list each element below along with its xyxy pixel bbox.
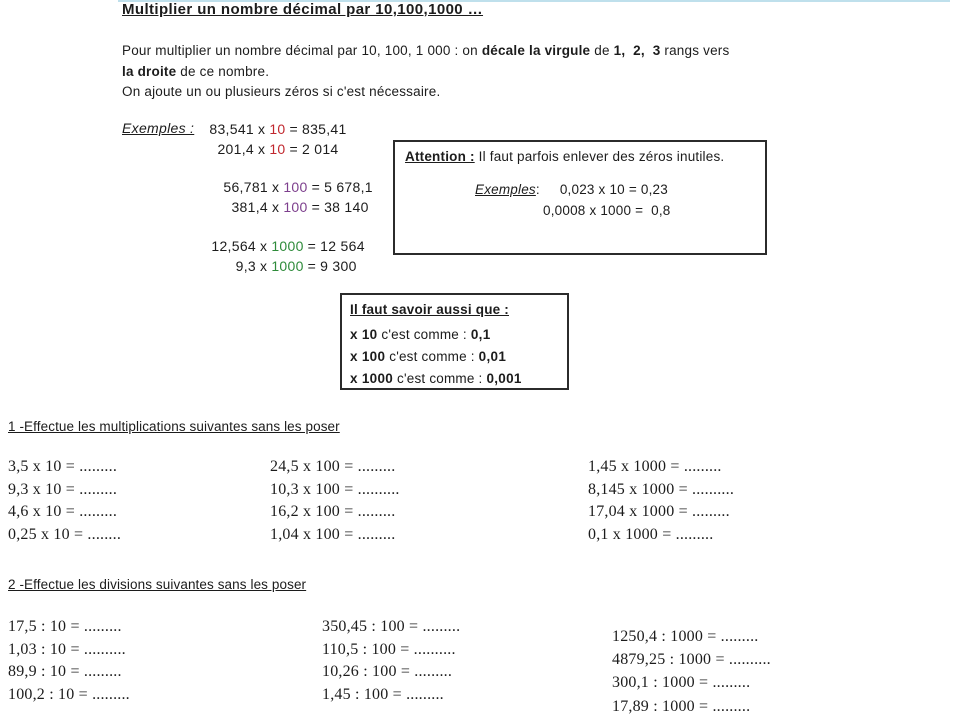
example-result: 835,41 bbox=[301, 121, 347, 137]
rule-text: c'est comme : bbox=[377, 327, 471, 342]
example-factor: 10 bbox=[269, 121, 286, 137]
problem-row: 89,9 : 10 = ......... bbox=[8, 663, 122, 681]
example-factor: 100 bbox=[283, 199, 308, 216]
attention-title-line bbox=[405, 149, 724, 164]
exercise1-column-3 bbox=[588, 456, 734, 546]
problem-row: 17,04 x 1000 = ......... bbox=[588, 503, 730, 521]
intro-bold-123: 1, 2, 3 bbox=[613, 43, 661, 58]
intro-line-1 bbox=[122, 41, 782, 62]
rule-text: c'est comme : bbox=[393, 370, 487, 386]
intro-line-3: On ajoute un ou plusieurs zéros si c'est nécessaire. bbox=[122, 84, 441, 99]
exercise2-column-1 bbox=[8, 616, 130, 706]
intro-bold-decale: décale la virgule bbox=[481, 43, 591, 58]
attention-examples-line bbox=[475, 182, 668, 197]
problem-row: 4879,25 : 1000 = .......... bbox=[612, 651, 771, 669]
times-sign: x bbox=[258, 121, 266, 137]
intro-line-2 bbox=[122, 62, 782, 83]
intro-paragraph bbox=[122, 41, 782, 103]
rule-line bbox=[350, 346, 522, 368]
example-operand: 12,564 bbox=[211, 237, 256, 254]
example-result: 9 300 bbox=[320, 257, 357, 274]
example-line bbox=[196, 178, 373, 198]
rule-value: 0,01 bbox=[478, 348, 507, 364]
attention-colon: : bbox=[535, 182, 540, 197]
problem-row: 9,3 x 10 = ......... bbox=[8, 480, 118, 498]
problem-row: 10,3 x 100 = .......... bbox=[270, 480, 400, 498]
intro-text: rangs vers bbox=[660, 43, 730, 58]
problem-row: 1,04 x 100 = ......... bbox=[270, 525, 396, 543]
problem-row: 8,145 x 1000 = .......... bbox=[588, 480, 735, 498]
rule-box-title: Il faut savoir aussi que : bbox=[350, 302, 509, 317]
attention-equation-1: 0,023 x 10 = 0,23 bbox=[559, 182, 668, 197]
rule-box bbox=[340, 293, 569, 390]
intro-text: de bbox=[590, 43, 614, 58]
equals-sign: = bbox=[307, 257, 317, 274]
times-sign: x bbox=[272, 199, 280, 216]
example-operand: 83,541 bbox=[209, 121, 254, 137]
exercise1-column-2 bbox=[270, 456, 400, 546]
examples-block bbox=[196, 120, 373, 295]
example-line bbox=[196, 198, 373, 218]
rule-factor: x 100 bbox=[350, 348, 386, 364]
example-result: 2 014 bbox=[301, 140, 339, 157]
page-title: Multiplier un nombre décimal par 10,100,1000 … bbox=[122, 1, 484, 18]
intro-text: de ce nombre. bbox=[176, 63, 270, 79]
problem-row: 1,45 x 1000 = ......... bbox=[588, 458, 722, 475]
example-factor: 1000 bbox=[271, 257, 304, 274]
example-factor: 100 bbox=[283, 179, 308, 196]
problem-row: 10,26 : 100 = ......... bbox=[322, 663, 453, 681]
intro-bold-droite: la droite bbox=[122, 63, 177, 79]
problem-row: 350,45 : 100 = ......... bbox=[322, 618, 461, 635]
problem-row: 17,5 : 10 = ......... bbox=[8, 618, 122, 635]
attention-examples-label: Exemples bbox=[475, 182, 536, 197]
example-line bbox=[196, 237, 373, 257]
rule-text: c'est comme : bbox=[385, 348, 479, 364]
exercise2-column-2 bbox=[322, 616, 460, 706]
times-sign: x bbox=[272, 179, 280, 196]
attention-box bbox=[393, 140, 767, 255]
problem-row: 1,45 : 100 = ......... bbox=[322, 685, 444, 703]
equals-sign: = bbox=[289, 140, 298, 157]
problem-row: 16,2 x 100 = ......... bbox=[270, 503, 396, 521]
example-result: 38 140 bbox=[324, 199, 369, 216]
example-factor: 1000 bbox=[271, 237, 304, 254]
exercise1-column-1 bbox=[8, 456, 121, 546]
examples-label: Exemples : bbox=[122, 120, 195, 136]
attention-title: Attention : bbox=[405, 149, 475, 164]
example-operand: 201,4 bbox=[217, 140, 254, 157]
equals-sign: = bbox=[311, 199, 321, 216]
times-sign: x bbox=[260, 257, 268, 274]
equals-sign: = bbox=[307, 237, 317, 254]
problem-row: 100,2 : 10 = ......... bbox=[8, 685, 130, 703]
rule-box-lines bbox=[350, 324, 522, 389]
example-operand: 381,4 bbox=[231, 199, 268, 216]
example-factor: 10 bbox=[269, 140, 286, 157]
examples-group-1000 bbox=[196, 237, 373, 276]
problem-row: 300,1 : 1000 = ......... bbox=[612, 674, 751, 692]
problem-row: 3,5 x 10 = ......... bbox=[8, 458, 118, 475]
rule-factor: x 10 bbox=[350, 327, 378, 342]
example-result: 5 678,1 bbox=[324, 179, 373, 196]
intro-text: Pour multiplier un nombre décimal par 10, 100, 1 000 : on bbox=[122, 43, 482, 58]
attention-equation-2: 0,0008 x 1000 = 0,8 bbox=[543, 203, 671, 218]
times-sign: x bbox=[258, 140, 266, 157]
problem-row: 0,1 x 1000 = ......... bbox=[588, 525, 714, 543]
problem-row: 110,5 : 100 = .......... bbox=[322, 640, 456, 658]
examples-group-100 bbox=[196, 178, 373, 217]
exercise2-column-3 bbox=[612, 625, 771, 718]
rule-value: 0,1 bbox=[470, 327, 491, 342]
equals-sign: = bbox=[289, 121, 298, 137]
times-sign: x bbox=[260, 237, 268, 254]
exercise1-heading: 1 -Effectue les multiplications suivantes sans les poser bbox=[8, 419, 340, 434]
examples-group-10 bbox=[196, 120, 373, 159]
rule-value: 0,001 bbox=[486, 370, 522, 386]
rule-line bbox=[350, 368, 522, 390]
rule-factor: x 1000 bbox=[350, 370, 394, 386]
example-result: 12 564 bbox=[320, 237, 365, 254]
example-operand: 9,3 bbox=[235, 257, 256, 274]
problem-row: 4,6 x 10 = ......... bbox=[8, 503, 118, 521]
problem-row: 1,03 : 10 = .......... bbox=[8, 640, 126, 658]
exercise2-heading: 2 -Effectue les divisions suivantes sans les poser bbox=[8, 577, 307, 592]
equals-sign: = bbox=[311, 179, 321, 196]
example-line bbox=[196, 257, 373, 277]
example-operand: 56,781 bbox=[223, 179, 268, 196]
example-line bbox=[196, 120, 373, 140]
example-line bbox=[196, 140, 373, 160]
problem-row: 17,89 : 1000 = ......... bbox=[612, 697, 751, 715]
problem-row: 1250,4 : 1000 = ......... bbox=[612, 628, 759, 645]
attention-text: Il faut parfois enlever des zéros inutiles. bbox=[474, 149, 725, 164]
problem-row: 0,25 x 10 = ........ bbox=[8, 525, 122, 543]
rule-line bbox=[350, 324, 522, 346]
problem-row: 24,5 x 100 = ......... bbox=[270, 458, 396, 475]
